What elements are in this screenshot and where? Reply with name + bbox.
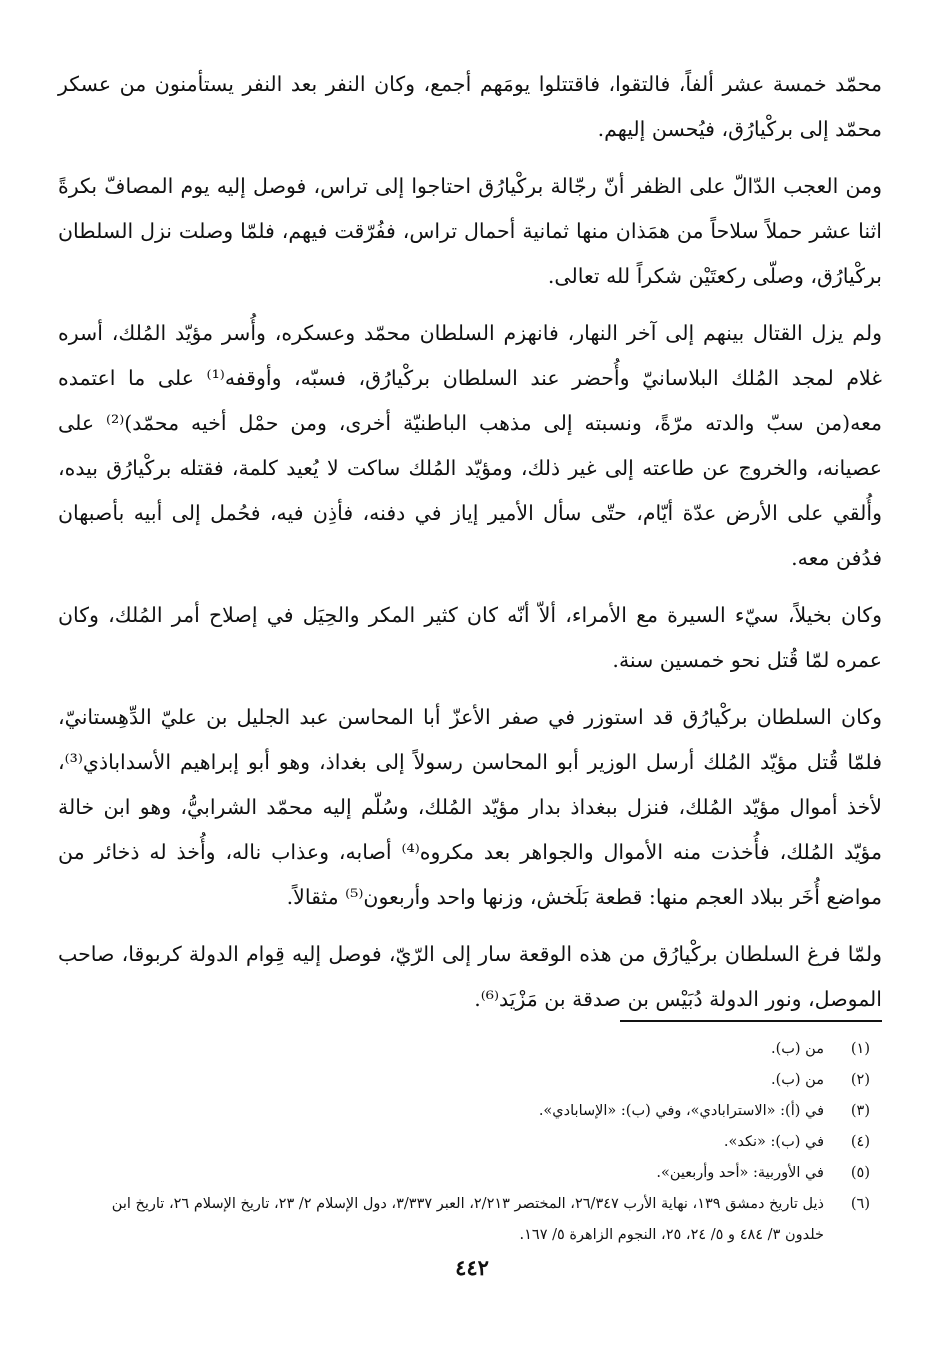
footnote-text: ذيل تاريخ دمشق ١٣٩، نهاية الأرب ٢٦/٣٤٧، المختصر ٢/٢١٣، العبر ٣/٣٣٧، دول الإسلام ٢/ ٢٣، تاريخ الإسلام ٢٦، تاريخ ابن خلدون ٣/ ٤٨٤ و ٥/ ٢٤، ٢٥، النجوم الزاهرة ٥/ ١٦٧. xyxy=(111,1196,824,1243)
footnote xyxy=(90,1158,870,1189)
footnote-text: من (ب). xyxy=(771,1041,824,1057)
page-number: ٤٤٢ xyxy=(455,1255,489,1280)
main-text xyxy=(58,62,882,1022)
paragraph-3: ولم يزل القتال بينهم إلى آخر النهار، فانهزم السلطان محمّد وعسكره، وأُسر مؤيّد المُلك، أسره غلام لمجد المُلك البلاسانيّ وأُحضر عند السلطان بركْيارُق، فسبّه، وأوقفه⁽¹⁾ على ما اعتمده معه(من سبّ والدته مرّةً، ونسبته إلى مذهب الباطنيّة أخرى، ومن حمْل أخيه محمّد)⁽²⁾ على عصيانه، والخروج عن طاعته إلى غير ذلك، ومؤيّد المُلك ساكت لا يُعيد كلمة، فقتله بركْيارُق بيده، وأُلقي على الأرض عدّة أيّام، حتّى سأل الأمير إياز في دفنه، فأذِن فيه، فحُمل إلى أبيه بأصبهان فدُفن معه. xyxy=(58,321,882,570)
footnote xyxy=(90,1096,870,1127)
footnote-number: (٢) xyxy=(850,1072,870,1088)
footnote-number: (١) xyxy=(850,1041,870,1057)
footnote-number: (٦) xyxy=(850,1196,870,1212)
footnote-number: (٤) xyxy=(850,1134,870,1150)
footnote xyxy=(90,1065,870,1096)
footnote-number: (٣) xyxy=(850,1103,870,1119)
footnote xyxy=(90,1034,870,1065)
footnote xyxy=(90,1127,870,1158)
paragraph-4: وكان بخيلاً، سيّء السيرة مع الأمراء، ألاّ أنّه كان كثير المكر والحِيَل في إصلاح أمر المُلك، وكان عمره لمّا قُتل نحو خمسين سنة. xyxy=(58,603,882,672)
footnote-text: في (أ): «الاسترابادي»، وفي (ب): «الإسابادي». xyxy=(538,1103,824,1119)
paragraph-2: ومن العجب الدّالّ على الظفر أنّ رجّالة بركْيارُق احتاجوا إلى تراس، فوصل إليه يوم المصافّ بكرةً اثنا عشر حملاً سلاحاً من همَذان منها ثمانية أحمال تراس، ففُرّقت فيهم، فلمّا وصلت نزل السلطان بركْيارُق، وصلّى ركعتَيْن شكراً لله تعالى. xyxy=(58,174,882,288)
paragraph-1: محمّد خمسة عشر ألفاً، فالتقوا، فاقتتلوا يومَهم أجمع، وكان النفر بعد النفر يستأمنون من عسكر محمّد إلى بركْيارُق، فيُحسن إليهم. xyxy=(58,72,882,141)
footnote-divider xyxy=(620,1020,882,1022)
footnote-number: (٥) xyxy=(850,1165,870,1181)
footnote-text: من (ب). xyxy=(771,1072,824,1088)
paragraph-5: وكان السلطان بركْيارُق قد استوزر في صفر الأعزّ أبا المحاسن عبد الجليل بن عليّ الدِّهِستانيّ، فلمّا قُتل مؤيّد المُلك أرسل الوزير أبو المحاسن رسولاً إلى بغداذ، وهو أبو إبراهيم الأسداباذي⁽³⁾، لأخذ أموال مؤيّد المُلك، فنزل ببغداذ بدار مؤيّد المُلك، وسُلّم إليه محمّد الشرابيُّ، وهو ابن خالة مؤيّد المُلك، فأُخذت منه الأموال والجواهر بعد مكروه⁽⁴⁾ أصابه، وعذاب ناله، وأُخذ له ذخائر من مواضع أُخَر ببلاد العجم منها: قطعة بَلَخش، وزنها واحد وأربعون⁽⁵⁾ مثقالاً. xyxy=(58,705,882,909)
footnote-text: في الأوربية: «أحد وأربعين». xyxy=(656,1165,824,1181)
paragraph-6: ولمّا فرغ السلطان بركْيارُق من هذه الوقعة سار إلى الرّيّ، فوصل إليه قِوام الدولة كربوقا، صاحب الموصل، ونور الدولة دُبَيْس بن صدقة بن مَزْيَد⁽⁶⁾. xyxy=(58,942,882,1011)
footnote-text: في (ب): «نكد». xyxy=(723,1134,824,1150)
footnotes xyxy=(90,1034,870,1251)
footnote xyxy=(90,1189,870,1251)
